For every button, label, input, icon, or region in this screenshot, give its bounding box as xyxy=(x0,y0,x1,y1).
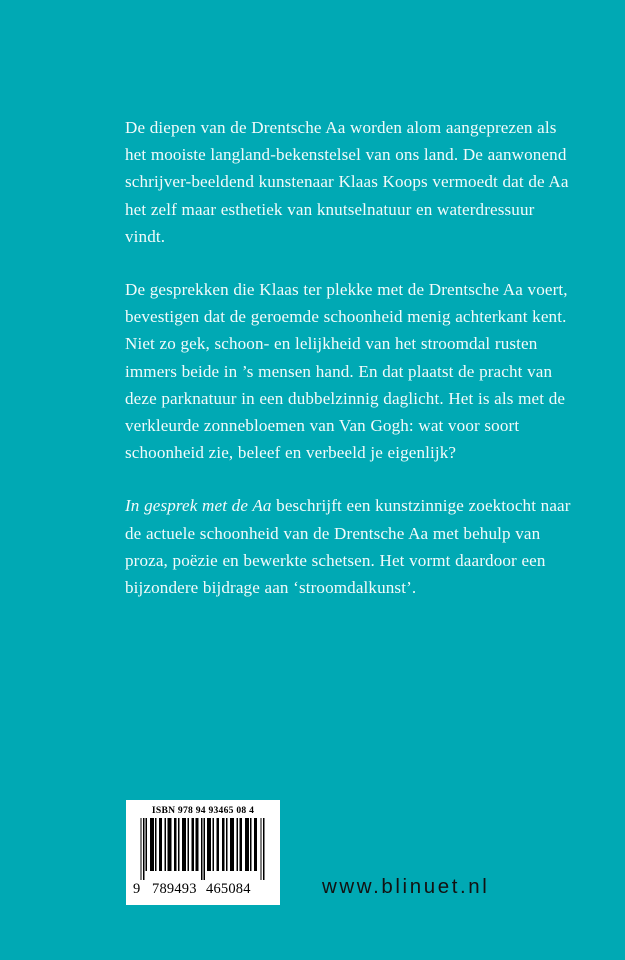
ean-lead-digit: 9 xyxy=(133,881,141,897)
blurb-paragraph-2: De gesprekken die Klaas ter plekke met de Drentsche Aa voert, bevestigen dat de geroemde schoonheid menig achterkant kent. Niet zo gek, schoon- en lelijkheid van het stroomdal rusten immers beide in ’s mensen hand. En dat plaatst de pracht van deze parknatuur in een dubbelzinnig daglicht. Het is als met de verkleurde zonnebloemen van Van Gogh: wat voor soort schoonheid zie, beleef en verbeeld je eigenlijk? xyxy=(125,280,568,463)
ean-left-group: 789493 xyxy=(152,881,197,897)
publisher-website-url[interactable]: www.blinuet.nl xyxy=(322,875,490,898)
blurb-text-block xyxy=(125,114,577,601)
ean-right-group: 465084 xyxy=(206,881,251,897)
blurb-paragraph-3-text: beschrijft een kunstzinnige zoektocht naar de actuele schoonheid van de Drentsche Aa met behulp van proza, poëzie en bewerkte schetsen. Het vormt daardoor een bijzondere bijdrage aan ‘stroomdalkunst’. xyxy=(125,496,571,598)
isbn-number-label: ISBN 978 94 93465 08 4 xyxy=(151,805,255,816)
barcode-bars-icon xyxy=(139,818,267,880)
book-title-italic: In gesprek met de Aa xyxy=(125,496,272,516)
blurb-paragraph-1: De diepen van de Drentsche Aa worden alom aangeprezen als het mooiste langland-bekenstelsel van ons land. De aanwonend schrijver-beeldend kunstenaar Klaas Koops vermoedt dat de Aa het zelf maar esthetiek van knutselnatuur en waterdressuur vindt. xyxy=(125,118,569,246)
ean-digits-row xyxy=(133,880,273,898)
blurb-paragraph-3 xyxy=(125,492,577,601)
isbn-barcode xyxy=(126,800,280,905)
